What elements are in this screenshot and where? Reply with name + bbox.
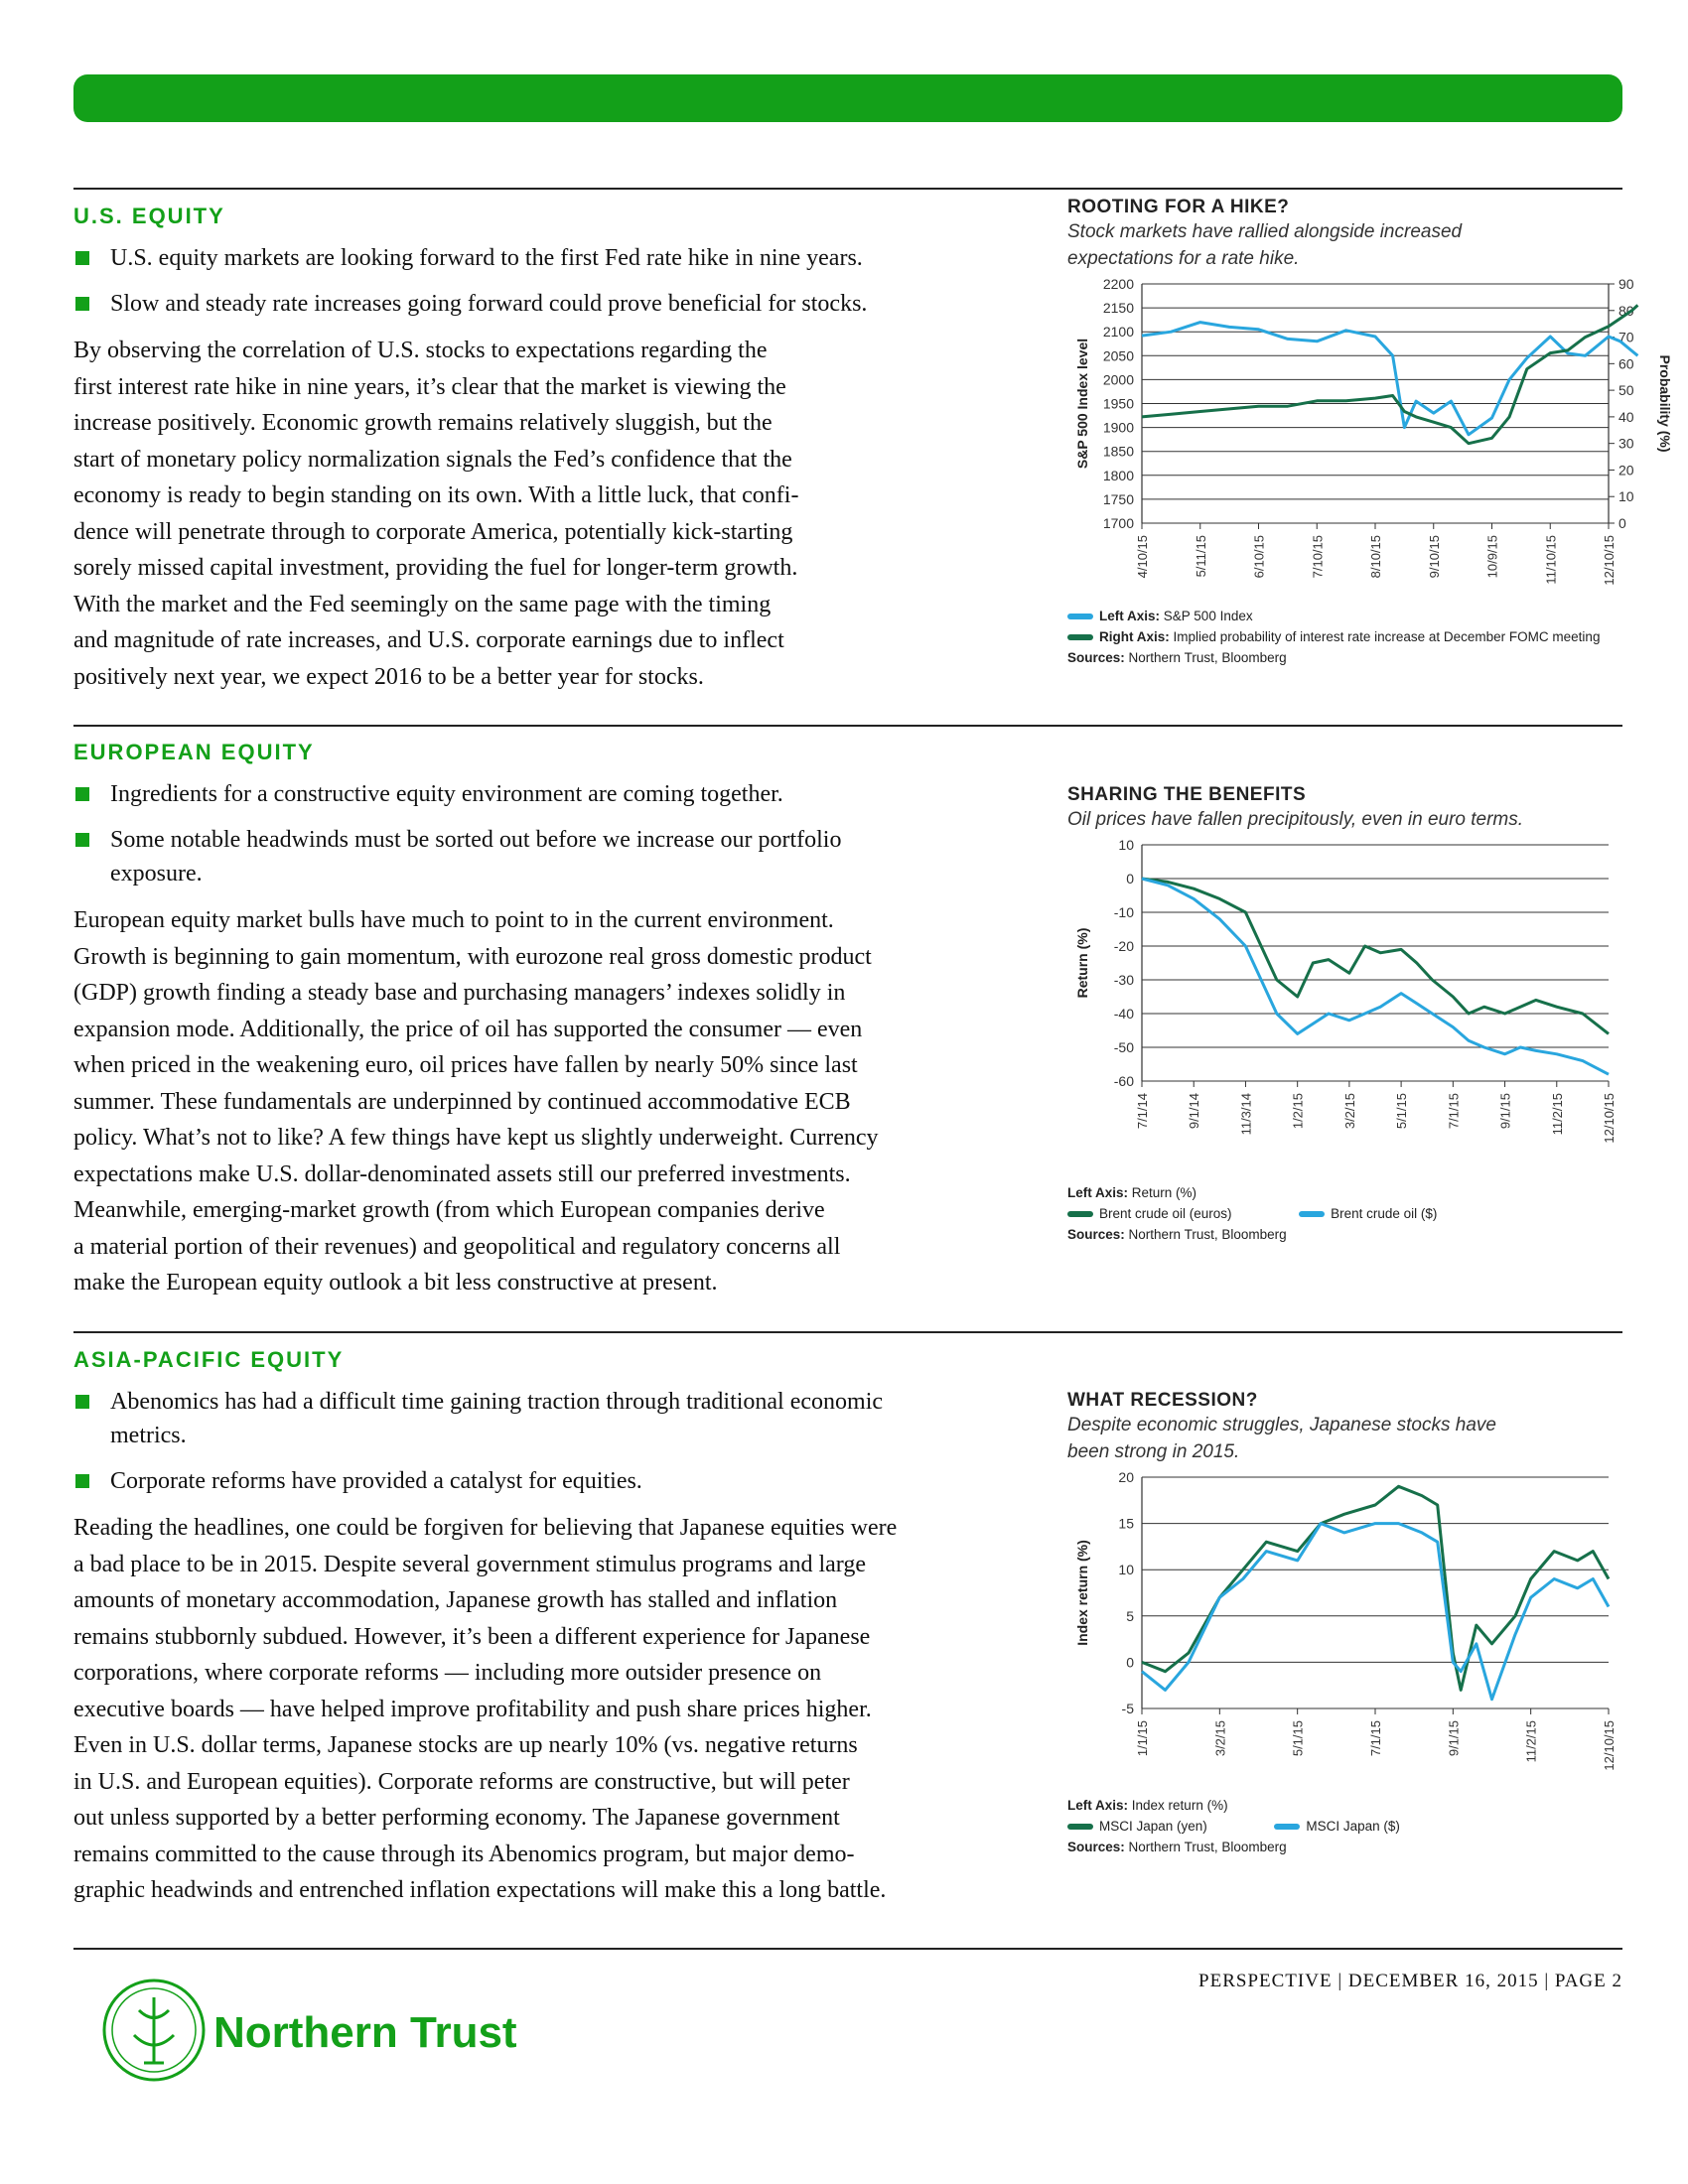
y-tick-label: 0 xyxy=(1126,1654,1134,1671)
chart-title: ROOTING FOR A HIKE? xyxy=(1067,197,1290,217)
y2-tick-label: 30 xyxy=(1618,435,1634,452)
x-tick-label: 7/1/15 xyxy=(1446,1093,1462,1130)
x-tick-label: 12/10/15 xyxy=(1602,1720,1617,1771)
section-heading: EUROPEAN EQUITY xyxy=(73,740,315,764)
y-tick-label: -40 xyxy=(1113,1006,1134,1022)
y-axis-label: Index return (%) xyxy=(1074,1540,1090,1646)
y-tick-label: 0 xyxy=(1126,871,1134,887)
x-tick-label: 9/1/15 xyxy=(1497,1093,1513,1130)
y2-axis-label: Probability (%) xyxy=(1657,354,1673,453)
chart-title: SHARING THE BENEFITS xyxy=(1067,784,1307,805)
y-tick-label: 10 xyxy=(1118,837,1134,853)
y-tick-label: 2100 xyxy=(1102,324,1134,341)
y-tick-label: 2050 xyxy=(1102,347,1134,364)
y-tick-label: 5 xyxy=(1126,1607,1134,1624)
x-tick-label: 11/10/15 xyxy=(1543,535,1559,585)
chart-what-recession xyxy=(1067,1390,1623,1854)
body-text: European equity market bulls have much to point to in the current environment. Growth is beginning to gain momentum, with eurozone real gross domestic product (GDP) growth finding a steady base and purchasing managers’ indexes solidly in expansion mode. Additionally, the price of oil has supported the consumer — even when priced in the weakening euro, oil prices have fallen by nearly 50% since last summer. These fundamentals are underpinned by continued accommodative ECB policy. What’s not to like? A few things have kept us slightly underweight. Currency expectations make U.S. dollar-denominated assets still our preferred investments. Meanwhile, emerging-market growth (from which European companies derive a material portion of their revenues) and geopolitical and regulatory concerns all make the European equity outlook a bit less constructive at present. xyxy=(73,907,879,1296)
x-tick-label: 12/10/15 xyxy=(1602,535,1617,586)
section-heading: U.S. EQUITY xyxy=(73,204,225,228)
bullet-square-icon xyxy=(75,1395,89,1409)
y-tick-label: 1700 xyxy=(1102,515,1134,531)
y2-tick-label: 0 xyxy=(1618,515,1626,531)
x-tick-label: 5/1/15 xyxy=(1394,1093,1410,1130)
y-tick-label: 15 xyxy=(1118,1515,1134,1532)
chart-legend: Left Axis: Index return (%) MSCI Japan (yen) MSCI Japan ($) Sources: Northern Trust, Bloomberg xyxy=(1067,1798,1400,1854)
y-tick-label: -30 xyxy=(1113,972,1134,988)
x-tick-label: 4/10/15 xyxy=(1135,535,1150,579)
bullet-item: Corporate reforms have provided a catalyst for equities. xyxy=(73,1464,957,1498)
chart-svg xyxy=(1067,272,1673,600)
y-tick-label: 20 xyxy=(1118,1469,1134,1485)
chart-svg xyxy=(1067,833,1623,1180)
y-tick-label: 2150 xyxy=(1102,300,1134,317)
y-tick-label: 1850 xyxy=(1102,443,1134,460)
y-tick-label: 1800 xyxy=(1102,467,1134,483)
us-equity-section xyxy=(73,204,957,695)
y2-tick-label: 80 xyxy=(1618,302,1634,319)
bullet-item: Some notable headwinds must be sorted out before we increase our portfolio exposure. xyxy=(73,823,924,890)
chart-svg xyxy=(1067,1465,1623,1793)
section-divider xyxy=(73,1331,1622,1333)
top-banner xyxy=(73,74,1622,122)
legend-swatch-icon xyxy=(1067,634,1093,640)
body-text: Reading the headlines, one could be forgiven for believing that Japanese equities were a bad place to be in 2015. Despite several government stimulus programs and large amounts of monetary accommodation, Japanese growth has stalled and inflation remains stubbornly subdued. However, it’s been a different experience for Japanese corporations, where corporate reforms — including more outsider presence on executive boards — have helped improve profitability and push share prices higher. Even in U.S. dollar terms, Japanese stocks are up nearly 10% (vs. negative returns in U.S. and European equities). Corporate reforms are constructive, but will peter out unless supported by a better performing economy. The Japanese government remains committed to the cause through its Abenomics program, but major demo- graphic headwinds and entrenched inflation expectations will make this a long battle. xyxy=(73,1515,898,1903)
y-axis-label: Return (%) xyxy=(1074,927,1090,999)
y-axis-label: S&P 500 Index level xyxy=(1074,338,1090,470)
y-tick-label: -10 xyxy=(1113,904,1134,920)
chart-rooting-for-a-hike xyxy=(1067,197,1673,665)
x-tick-label: 9/1/15 xyxy=(1446,1720,1462,1757)
y-tick-label: 1950 xyxy=(1102,395,1134,412)
x-tick-label: 7/10/15 xyxy=(1310,535,1326,579)
x-tick-label: 12/10/15 xyxy=(1602,1093,1617,1144)
x-tick-label: 1/1/15 xyxy=(1135,1720,1150,1757)
section-divider xyxy=(73,188,1622,190)
y-tick-label: 1900 xyxy=(1102,419,1134,436)
x-tick-label: 6/10/15 xyxy=(1251,535,1267,579)
bullet-square-icon xyxy=(75,833,89,847)
y-tick-label: 2000 xyxy=(1102,371,1134,388)
chart-subtitle: Oil prices have fallen precipitously, even in euro terms. xyxy=(1067,809,1524,830)
bullet-item: Slow and steady rate increases going forward could prove beneficial for stocks. xyxy=(73,287,957,321)
y-tick-label: 10 xyxy=(1118,1562,1134,1578)
series-line-0 xyxy=(1142,1486,1609,1690)
legend-swatch-icon xyxy=(1067,1824,1093,1830)
x-tick-label: 10/9/15 xyxy=(1484,535,1500,579)
page-footer: PERSPECTIVE | DECEMBER 16, 2015 | PAGE 2 xyxy=(1198,1971,1622,1991)
x-tick-label: 11/3/14 xyxy=(1238,1093,1254,1136)
asia-pacific-equity-section xyxy=(73,1347,957,1909)
series-line-1 xyxy=(1142,1524,1609,1700)
seal-icon xyxy=(104,1980,204,2080)
y2-tick-label: 10 xyxy=(1618,488,1634,505)
bullet-square-icon xyxy=(75,787,89,801)
x-tick-label: 3/2/15 xyxy=(1341,1093,1357,1130)
bullet-square-icon xyxy=(75,251,89,265)
legend-swatch-icon xyxy=(1067,1211,1093,1217)
series-line-1 xyxy=(1142,879,1609,1074)
y2-tick-label: 40 xyxy=(1618,408,1634,425)
logo-wordmark: Northern Trust xyxy=(213,2008,517,2057)
chart-subtitle: Despite economic struggles, Japanese stocks have been strong in 2015. xyxy=(1067,1415,1496,1462)
x-tick-label: 3/2/15 xyxy=(1212,1720,1228,1757)
x-tick-label: 7/1/14 xyxy=(1135,1093,1150,1130)
bullet-square-icon xyxy=(75,297,89,311)
body-text: By observing the correlation of U.S. stocks to expectations regarding the first interest rate hike in nine years, it’s clear that the market is viewing the increase positively. Economic growth remains relatively sluggish, but the start of monetary policy normalization signals the Fed’s confidence that the economy is ready to begin standing on its own. With a little luck, that confi- dence will penetrate through to corporate America, potentially kick-starting sorely missed capital investment, providing the fuel for longer-term growth. With the market and the Fed seemingly on the same page with the timing and magnitude of rate increases, and U.S. corporate earnings due to inflect positively next year, we expect 2016 to be a better year for stocks. xyxy=(73,338,799,690)
bullet-item: Abenomics has had a difficult time gaining traction through traditional economic metrics. xyxy=(73,1385,924,1452)
y2-tick-label: 20 xyxy=(1618,462,1634,478)
series-line-0 xyxy=(1142,323,1637,435)
y-tick-label: -5 xyxy=(1121,1701,1134,1716)
legend-swatch-icon xyxy=(1067,614,1093,619)
x-tick-label: 8/10/15 xyxy=(1368,535,1383,579)
section-heading: ASIA-PACIFIC EQUITY xyxy=(73,1347,345,1372)
section-divider xyxy=(73,725,1622,727)
chart-legend: Left Axis: Return (%) Brent crude oil (euros) Brent crude oil ($) Sources: Northern Trust, Bloomberg xyxy=(1067,1185,1438,1242)
y2-tick-label: 50 xyxy=(1618,382,1634,399)
y2-tick-label: 70 xyxy=(1618,329,1634,345)
x-tick-label: 11/2/15 xyxy=(1523,1720,1539,1763)
chart-title: WHAT RECESSION? xyxy=(1067,1390,1258,1411)
x-tick-label: 11/2/15 xyxy=(1549,1093,1565,1136)
legend-swatch-icon xyxy=(1274,1824,1300,1830)
chart-sharing-the-benefits xyxy=(1067,784,1623,1242)
y-tick-label: -20 xyxy=(1113,938,1134,954)
x-tick-label: 7/1/15 xyxy=(1368,1720,1383,1757)
footer-divider xyxy=(73,1948,1622,1950)
x-tick-label: 1/2/15 xyxy=(1290,1093,1306,1130)
x-tick-label: 9/1/14 xyxy=(1187,1093,1202,1130)
european-equity-section xyxy=(73,740,957,1301)
y-tick-label: 2200 xyxy=(1102,276,1134,292)
x-tick-label: 9/10/15 xyxy=(1426,535,1442,579)
legend-swatch-icon xyxy=(1299,1211,1325,1217)
bullet-item: U.S. equity markets are looking forward to the first Fed rate hike in nine years. xyxy=(73,241,957,275)
bullet-item: Ingredients for a constructive equity environment are coming together. xyxy=(73,777,957,811)
x-tick-label: 5/11/15 xyxy=(1193,535,1208,578)
y-tick-label: -50 xyxy=(1113,1039,1134,1055)
y-tick-label: -60 xyxy=(1113,1073,1134,1089)
y2-tick-label: 60 xyxy=(1618,355,1634,372)
y-tick-label: 1750 xyxy=(1102,490,1134,507)
chart-legend: Left Axis: S&P 500 Index Right Axis: Implied probability of interest rate increase at December FOMC meeting Sources: Northern Trust, Bloomberg xyxy=(1067,609,1601,665)
chart-subtitle: Stock markets have rallied alongside increased expectations for a rate hike. xyxy=(1067,221,1463,269)
y2-tick-label: 90 xyxy=(1618,276,1634,292)
bullet-square-icon xyxy=(75,1474,89,1488)
x-tick-label: 5/1/15 xyxy=(1290,1720,1306,1757)
northern-trust-logo xyxy=(99,1976,546,2085)
